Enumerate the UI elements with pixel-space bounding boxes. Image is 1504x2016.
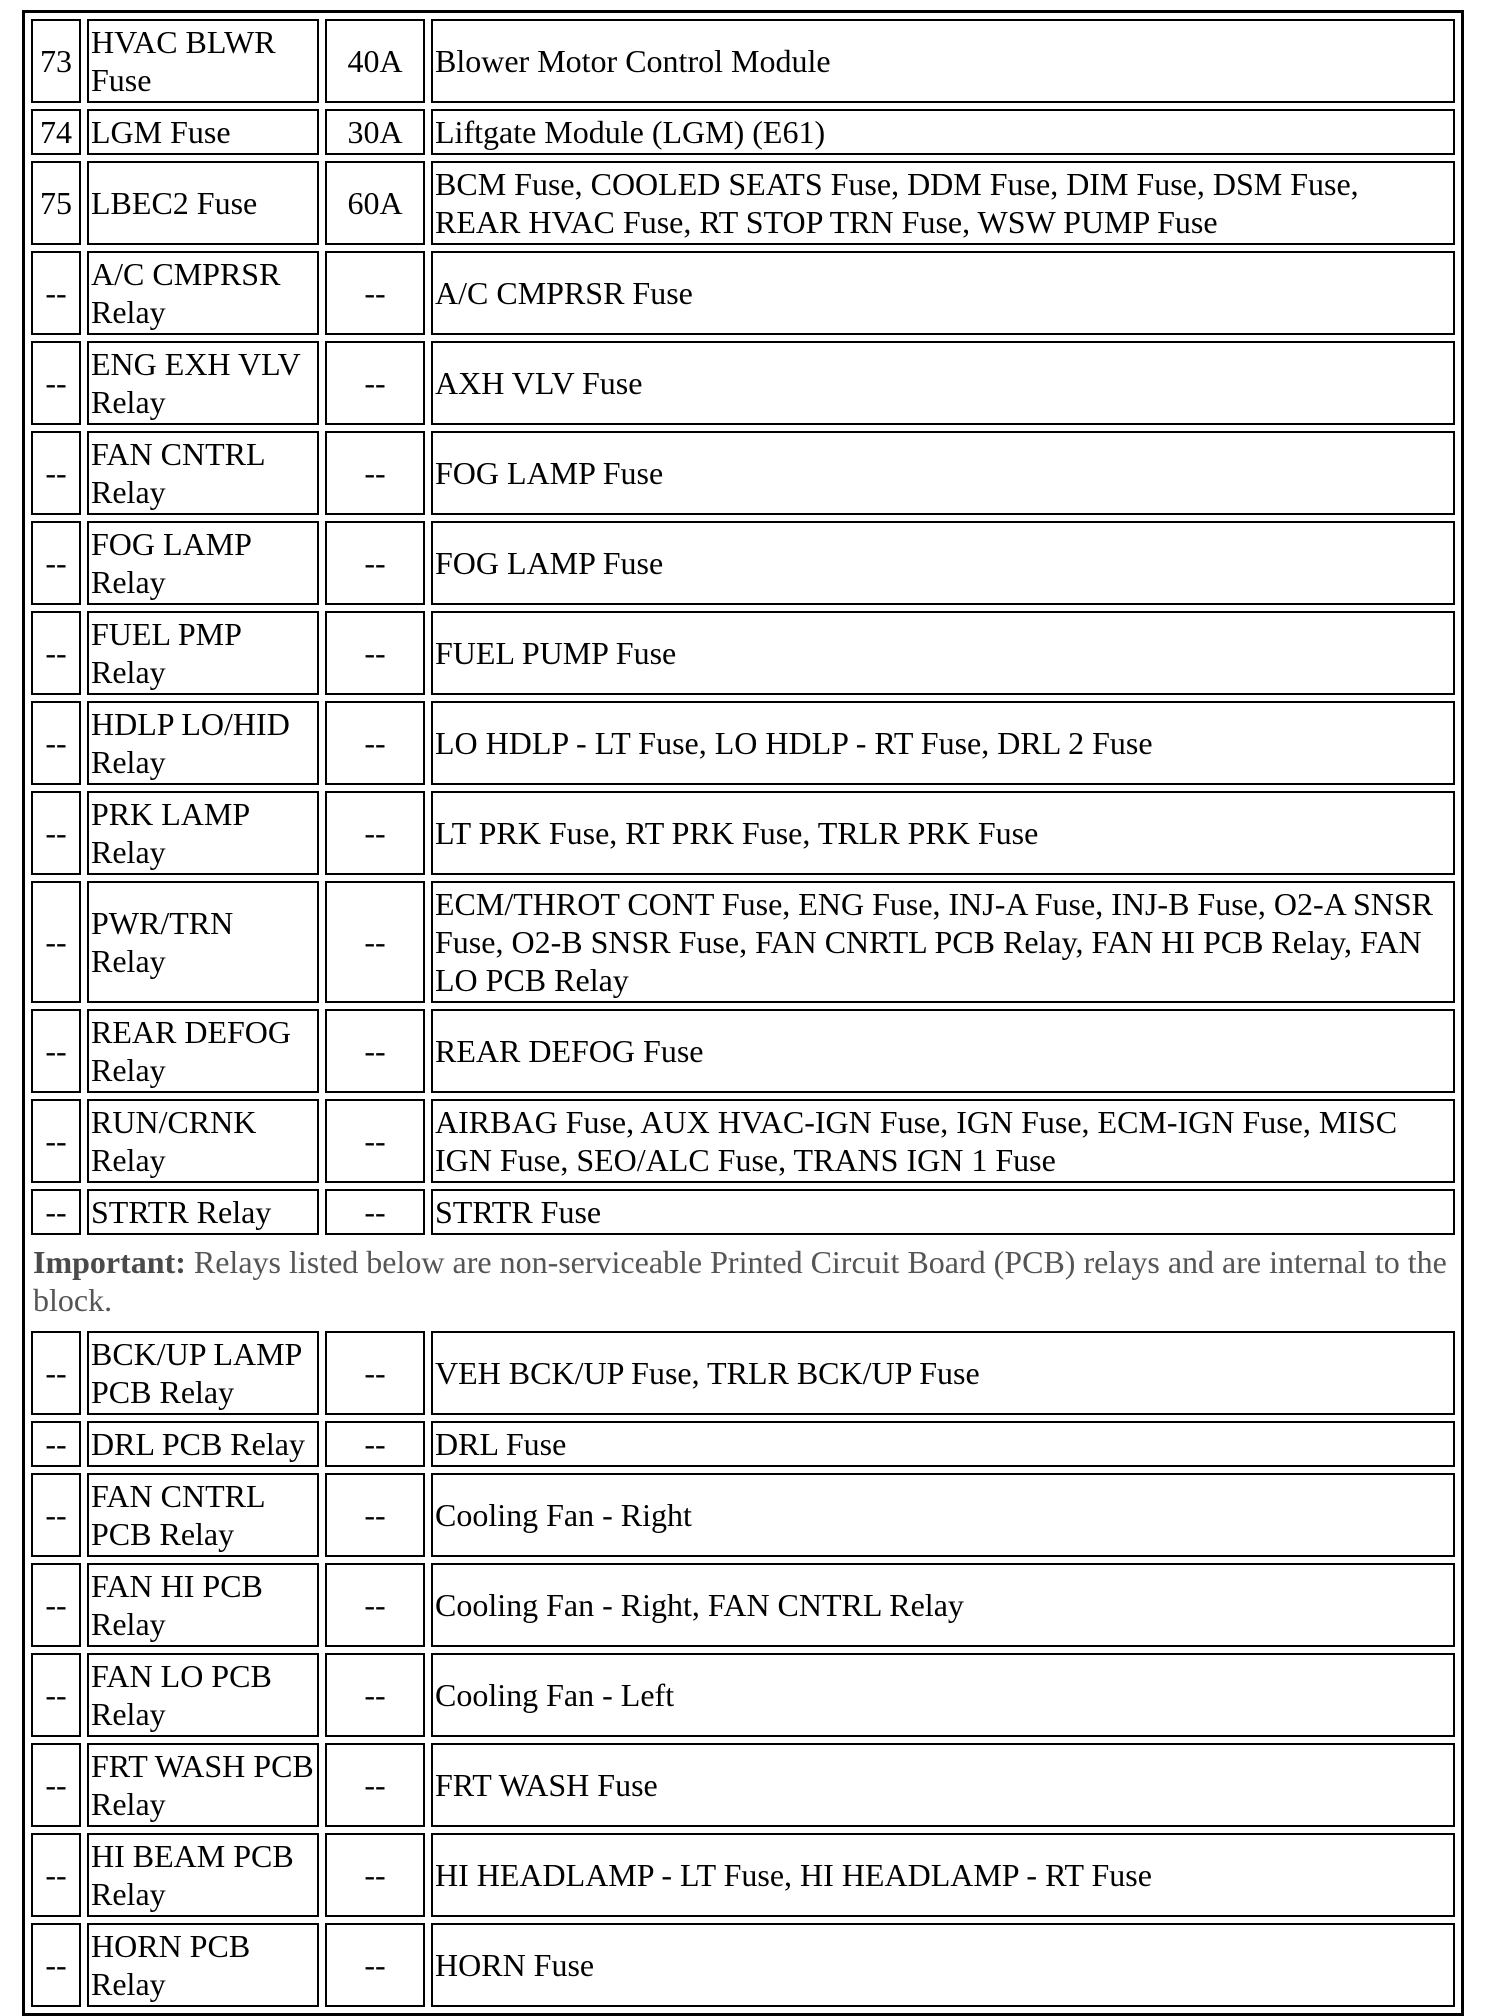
- circuits-protected-cell: VEH BCK/UP Fuse, TRLR BCK/UP Fuse: [431, 1331, 1455, 1415]
- table-row: [31, 1563, 1455, 1647]
- important-text: Relays listed below are non-serviceable Printed Circuit Board (PCB) relays and are internal to the block.: [33, 1244, 1447, 1318]
- component-name-cell: RUN/CRNK Relay: [87, 1099, 319, 1183]
- cavity-number-cell: 75: [31, 161, 81, 245]
- circuits-protected-cell: Blower Motor Control Module: [431, 19, 1455, 103]
- table-body-top: [31, 19, 1455, 1235]
- amperage-cell: --: [325, 791, 425, 875]
- table-row: [31, 1099, 1455, 1183]
- table-row: [31, 1653, 1455, 1737]
- cavity-number-cell: --: [31, 1563, 81, 1647]
- cavity-number-cell: --: [31, 341, 81, 425]
- cavity-number-cell: --: [31, 1189, 81, 1235]
- cavity-number-cell: --: [31, 1833, 81, 1917]
- circuits-protected-cell: FOG LAMP Fuse: [431, 431, 1455, 515]
- cavity-number-cell: 73: [31, 19, 81, 103]
- circuits-protected-cell: HORN Fuse: [431, 1923, 1455, 2007]
- table-row: [31, 521, 1455, 605]
- cavity-number-cell: --: [31, 611, 81, 695]
- amperage-cell: --: [325, 701, 425, 785]
- amperage-cell: 60A: [325, 161, 425, 245]
- table-row: [31, 1331, 1455, 1415]
- amperage-cell: --: [325, 251, 425, 335]
- table-row: [31, 1009, 1455, 1093]
- component-name-cell: FRT WASH PCB Relay: [87, 1743, 319, 1827]
- component-name-cell: HI BEAM PCB Relay: [87, 1833, 319, 1917]
- cavity-number-cell: --: [31, 521, 81, 605]
- component-name-cell: STRTR Relay: [87, 1189, 319, 1235]
- cavity-number-cell: --: [31, 431, 81, 515]
- table-row: [31, 1421, 1455, 1467]
- component-name-cell: DRL PCB Relay: [87, 1421, 319, 1467]
- amperage-cell: --: [325, 1189, 425, 1235]
- amperage-cell: --: [325, 1653, 425, 1737]
- table-row: [31, 1833, 1455, 1917]
- circuits-protected-cell: AIRBAG Fuse, AUX HVAC-IGN Fuse, IGN Fuse, ECM-IGN Fuse, MISC IGN Fuse, SEO/ALC Fuse, TRANS IGN 1 Fuse: [431, 1099, 1455, 1183]
- cavity-number-cell: --: [31, 1099, 81, 1183]
- circuits-protected-cell: A/C CMPRSR Fuse: [431, 251, 1455, 335]
- fuse-relay-table-container: [22, 10, 1464, 2016]
- circuits-protected-cell: DRL Fuse: [431, 1421, 1455, 1467]
- table-row: [31, 881, 1455, 1003]
- component-name-cell: ENG EXH VLV Relay: [87, 341, 319, 425]
- circuits-protected-cell: LO HDLP - LT Fuse, LO HDLP - RT Fuse, DRL 2 Fuse: [431, 701, 1455, 785]
- cavity-number-cell: --: [31, 1331, 81, 1415]
- table-row: [31, 161, 1455, 245]
- cavity-number-cell: --: [31, 701, 81, 785]
- component-name-cell: FAN CNTRL PCB Relay: [87, 1473, 319, 1557]
- component-name-cell: REAR DEFOG Relay: [87, 1009, 319, 1093]
- cavity-number-cell: --: [31, 791, 81, 875]
- circuits-protected-cell: FRT WASH Fuse: [431, 1743, 1455, 1827]
- important-note: [31, 1241, 1455, 1325]
- component-name-cell: FOG LAMP Relay: [87, 521, 319, 605]
- amperage-cell: 30A: [325, 109, 425, 155]
- component-name-cell: FAN CNTRL Relay: [87, 431, 319, 515]
- table-body-bottom: [31, 1331, 1455, 2007]
- table-row: [31, 611, 1455, 695]
- cavity-number-cell: 74: [31, 109, 81, 155]
- component-name-cell: LBEC2 Fuse: [87, 161, 319, 245]
- component-name-cell: LGM Fuse: [87, 109, 319, 155]
- circuits-protected-cell: REAR DEFOG Fuse: [431, 1009, 1455, 1093]
- table-row: [31, 19, 1455, 103]
- cavity-number-cell: --: [31, 881, 81, 1003]
- circuits-protected-cell: ECM/THROT CONT Fuse, ENG Fuse, INJ-A Fuse, INJ-B Fuse, O2-A SNSR Fuse, O2-B SNSR Fuse, FAN CNRTL PCB Relay, FAN HI PCB Relay, FAN LO PCB Relay: [431, 881, 1455, 1003]
- component-name-cell: HORN PCB Relay: [87, 1923, 319, 2007]
- circuits-protected-cell: HI HEADLAMP - LT Fuse, HI HEADLAMP - RT Fuse: [431, 1833, 1455, 1917]
- circuits-protected-cell: AXH VLV Fuse: [431, 341, 1455, 425]
- cavity-number-cell: --: [31, 1473, 81, 1557]
- amperage-cell: --: [325, 1923, 425, 2007]
- table-row: [31, 1923, 1455, 2007]
- circuits-protected-cell: FOG LAMP Fuse: [431, 521, 1455, 605]
- table-row: [31, 1743, 1455, 1827]
- circuits-protected-cell: Liftgate Module (LGM) (E61): [431, 109, 1455, 155]
- circuits-protected-cell: LT PRK Fuse, RT PRK Fuse, TRLR PRK Fuse: [431, 791, 1455, 875]
- amperage-cell: 40A: [325, 19, 425, 103]
- cavity-number-cell: --: [31, 1009, 81, 1093]
- amperage-cell: --: [325, 521, 425, 605]
- table-row: [31, 109, 1455, 155]
- important-note-row: [31, 1241, 1455, 1325]
- amperage-cell: --: [325, 1331, 425, 1415]
- table-row: [31, 431, 1455, 515]
- circuits-protected-cell: STRTR Fuse: [431, 1189, 1455, 1235]
- table-note-section: [31, 1241, 1455, 1325]
- amperage-cell: --: [325, 1473, 425, 1557]
- circuits-protected-cell: Cooling Fan - Right: [431, 1473, 1455, 1557]
- component-name-cell: PRK LAMP Relay: [87, 791, 319, 875]
- amperage-cell: --: [325, 341, 425, 425]
- table-row: [31, 341, 1455, 425]
- component-name-cell: HDLP LO/HID Relay: [87, 701, 319, 785]
- circuits-protected-cell: BCM Fuse, COOLED SEATS Fuse, DDM Fuse, DIM Fuse, DSM Fuse, REAR HVAC Fuse, RT STOP TRN Fuse, WSW PUMP Fuse: [431, 161, 1455, 245]
- important-label: Important:: [33, 1244, 186, 1280]
- component-name-cell: HVAC BLWR Fuse: [87, 19, 319, 103]
- circuits-protected-cell: Cooling Fan - Right, FAN CNTRL Relay: [431, 1563, 1455, 1647]
- component-name-cell: FAN HI PCB Relay: [87, 1563, 319, 1647]
- amperage-cell: --: [325, 1563, 425, 1647]
- fuse-relay-table: [22, 10, 1464, 2016]
- amperage-cell: --: [325, 1421, 425, 1467]
- amperage-cell: --: [325, 611, 425, 695]
- table-row: [31, 1473, 1455, 1557]
- component-name-cell: PWR/TRN Relay: [87, 881, 319, 1003]
- cavity-number-cell: --: [31, 1653, 81, 1737]
- amperage-cell: --: [325, 1743, 425, 1827]
- amperage-cell: --: [325, 431, 425, 515]
- component-name-cell: FUEL PMP Relay: [87, 611, 319, 695]
- amperage-cell: --: [325, 1833, 425, 1917]
- amperage-cell: --: [325, 1099, 425, 1183]
- circuits-protected-cell: Cooling Fan - Left: [431, 1653, 1455, 1737]
- cavity-number-cell: --: [31, 1421, 81, 1467]
- amperage-cell: --: [325, 881, 425, 1003]
- cavity-number-cell: --: [31, 1923, 81, 2007]
- circuits-protected-cell: FUEL PUMP Fuse: [431, 611, 1455, 695]
- table-row: [31, 251, 1455, 335]
- component-name-cell: BCK/UP LAMP PCB Relay: [87, 1331, 319, 1415]
- cavity-number-cell: --: [31, 251, 81, 335]
- table-row: [31, 1189, 1455, 1235]
- amperage-cell: --: [325, 1009, 425, 1093]
- table-row: [31, 791, 1455, 875]
- component-name-cell: FAN LO PCB Relay: [87, 1653, 319, 1737]
- table-row: [31, 701, 1455, 785]
- cavity-number-cell: --: [31, 1743, 81, 1827]
- component-name-cell: A/C CMPRSR Relay: [87, 251, 319, 335]
